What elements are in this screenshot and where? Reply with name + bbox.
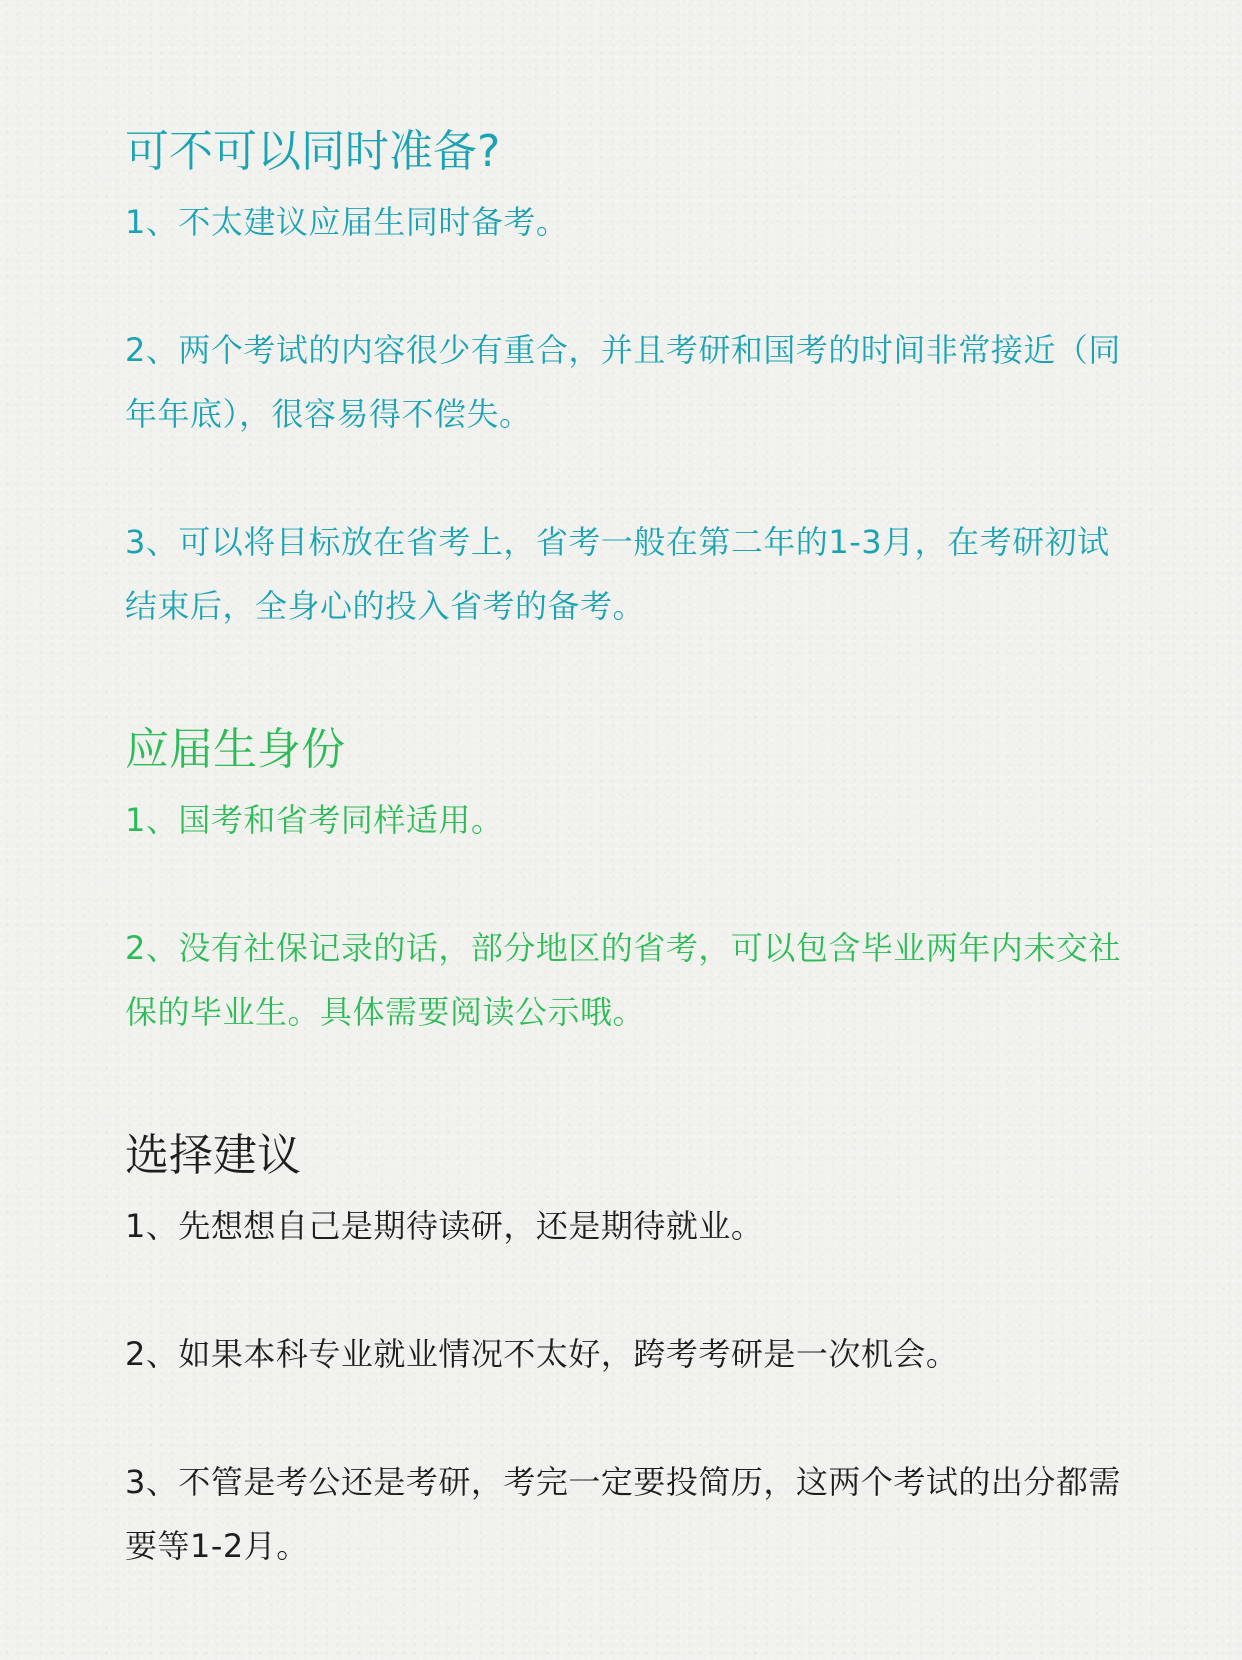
list-item: 1、不太建议应届生同时备考。: [125, 203, 569, 241]
list-item: 2、两个考试的内容很少有重合，并且考研和国考的时间非常接近（同年年底），很容易得不偿失。: [125, 331, 1121, 433]
section-fresh-graduate-status: [125, 716, 1125, 1044]
list-item: 1、先想想自己是期待读研，还是期待就业。: [125, 1207, 764, 1245]
section-heading: 选择建议: [125, 1130, 301, 1181]
section-heading: 应届生身份: [125, 724, 345, 775]
section-heading: 可不可以同时准备?: [125, 126, 501, 177]
section-choice-advice: [125, 1122, 1125, 1578]
list-item: 2、没有社保记录的话，部分地区的省考，可以包含毕业两年内未交社保的毕业生。具体需要阅读公示哦。: [125, 929, 1121, 1031]
section-prepare-simultaneously: [125, 118, 1125, 638]
list-item: 1、国考和省考同样适用。: [125, 801, 504, 839]
list-item: 3、可以将目标放在省考上，省考一般在第二年的1-3月，在考研初试结束后，全身心的投入省考的备考。: [125, 523, 1110, 625]
list-item: 2、如果本科专业就业情况不太好，跨考考研是一次机会。: [125, 1335, 959, 1373]
article-body: [125, 118, 1125, 1578]
list-item: 3、不管是考公还是考研，考完一定要投简历，这两个考试的出分都需要等1-2月。: [125, 1463, 1121, 1565]
